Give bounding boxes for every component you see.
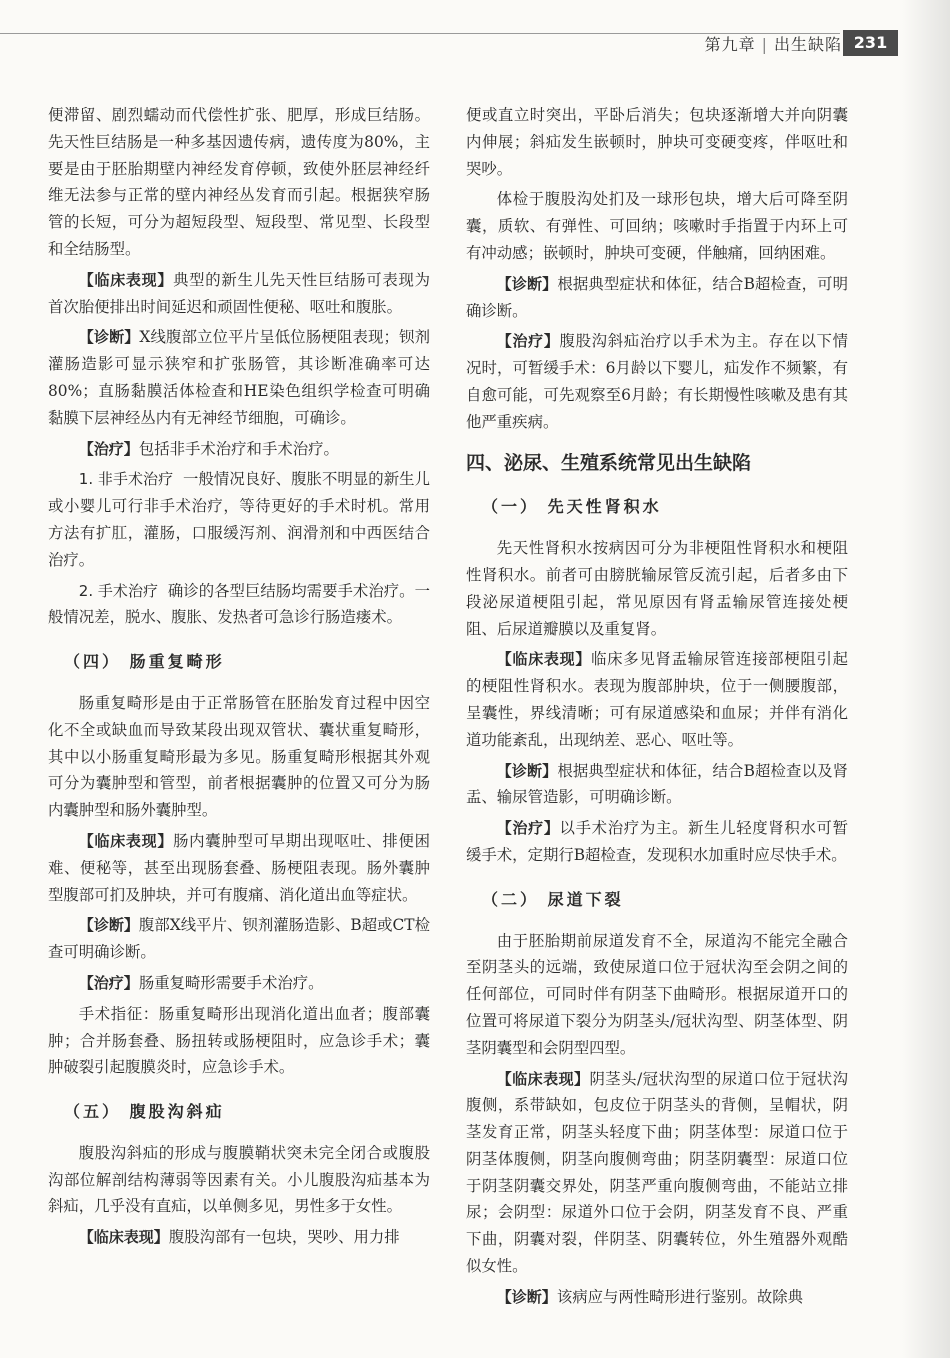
paragraph: 由于胚胎期前尿道发育不全，尿道沟不能完全融合至阴茎头的远端，致使尿道口位于冠状沟至会阴之间的任何部位，可同时伴有阴茎下曲畸形。根据尿道开口的位置可将尿道下裂分为阴茎头/冠状沟型、阴茎体型、阴茎阴囊型和会阴型四型。 (466, 931, 848, 1057)
section-heading: （四） 肠重复畸形 (64, 652, 225, 672)
paragraph (466, 815, 848, 869)
header-separator: | (761, 35, 768, 54)
paragraph (466, 328, 848, 435)
subsection-label: 2. 手术治疗 (78, 581, 159, 600)
subsection-label: 1. 非手术治疗 (78, 470, 174, 489)
section-tag: 【诊断】 (78, 916, 139, 935)
section-tag: 【诊断】 (78, 328, 140, 347)
section-label: 出生缺陷 (773, 35, 842, 54)
paragraph (466, 646, 848, 753)
paragraph-text: 肠内囊肿型可早期出现呕吐、排便困难、便秘等，甚至出现肠套叠、肠梗阻表现。肠外囊肿型腹部可扪及肿块，并可有腹痛、消化道出血等症状。 (48, 831, 430, 904)
paragraph-text: 以手术治疗为主。新生儿轻度肾积水可暂缓手术，定期行B超检查，发现积水加重时应尽快手术。 (466, 819, 848, 864)
right-column (466, 102, 848, 1315)
paragraph (466, 271, 848, 325)
paragraph: 便或直立时突出，平卧后消失；包块逐渐增大并向阴囊内伸展；斜疝发生嵌顿时，肿块可变硬变疼，伴呕吐和哭吵。 (466, 106, 848, 178)
paragraph-text: 一般情况良好、腹胀不明显的新生儿或小婴儿可行非手术治疗，等待更好的手术时机。常用方法有扩肛，灌肠，口服缓泻剂、润滑剂和中西医结合治疗。 (48, 470, 430, 569)
section-tag: 【诊断】 (496, 761, 558, 780)
section-tag: 【临床表现】 (78, 831, 174, 850)
page-number: 231 (843, 30, 898, 56)
paragraph-text: 腹股沟部有一包块，哭吵、用力排 (168, 1228, 400, 1247)
paragraph (48, 466, 430, 573)
chapter-section-heading: 四、泌尿、生殖系统常见出生缺陷 (466, 451, 752, 474)
section-heading: （二） 尿道下裂 (482, 889, 624, 909)
paragraph: 腹股沟斜疝的形成与腹膜鞘状突未完全闭合或腹股沟部位解剖结构薄弱等因素有关。小儿腹股沟疝基本为斜疝，几乎没有直疝，以单侧多见，男性多于女性。 (48, 1143, 430, 1216)
page-header (0, 0, 950, 60)
paragraph-text: 根据典型症状和体征，结合B超检查，可明确诊断。 (466, 274, 848, 320)
paragraph-text: 阴茎头/冠状沟型的尿道口位于冠状沟腹侧，系带缺如，包皮位于阴茎头的背侧，呈帽状，阴茎发育正常，阴茎头轻度下曲；阴茎体型：尿道口位于阴茎体腹侧，阴茎向腹侧弯曲；阴茎阴囊型：尿道口位于阴茎阴囊交界处，阴茎严重向腹侧弯曲，不能站立排尿；会阴型：尿道外口位于会阴，阴茎发育不良、严重下曲，阴囊对裂，伴阴茎、阴囊转位，外生殖器外观酷似女性。 (466, 1069, 848, 1276)
section-heading: （五） 腹股沟斜疝 (64, 1102, 225, 1122)
paragraph: 先天性肾积水按病因可分为非梗阻性肾积水和梗阻性肾积水。前者可由膀胱输尿管反流引起，后者多由下段泌尿道梗阻引起，常见原因有肾盂输尿管连接处梗阻、后尿道瓣膜以及重复肾。 (466, 539, 848, 638)
paragraph (48, 970, 430, 997)
section-tag: 【治疗】 (78, 439, 139, 458)
paragraph-text: 腹股沟斜疝治疗以手术为主。存在以下情况时，可暂缓手术：6月龄以下婴儿，疝发作不频繁，有自愈可能，可先观察至6月龄；有长期慢性咳嗽及患有其他严重疾病。 (466, 332, 848, 431)
left-column (48, 102, 430, 1255)
section-tag: 【治疗】 (496, 819, 560, 838)
paragraph (466, 1066, 848, 1280)
paragraph-text: 腹部X线平片、钡剂灌肠造影、B超或CT检查可明确诊断。 (48, 916, 430, 962)
section-tag: 【临床表现】 (496, 1069, 590, 1088)
paragraph (48, 578, 430, 632)
paragraph (466, 1284, 848, 1311)
paragraph (466, 758, 848, 812)
paragraph-text: 确诊的各型巨结肠均需要手术治疗。一般情况差，脱水、腹胀、发热者可急诊行肠造瘘术。 (48, 581, 430, 627)
running-head (705, 32, 842, 55)
section-tag: 【临床表现】 (496, 650, 592, 669)
paragraph-text: 根据典型症状和体征，结合B超检查以及肾盂、输尿管造影，可明确诊断。 (466, 761, 848, 807)
section-tag: 【诊断】 (496, 1287, 557, 1306)
paragraph (48, 828, 430, 908)
paragraph-text: 临床多见肾盂输尿管连接部梗阻引起的梗阻性肾积水。表现为腹部肿块，位于一侧腰腹部，呈囊性，界线清晰；可有尿道感染和血尿；并伴有消化道功能紊乱，出现纳差、恶心、呕吐等。 (466, 650, 848, 749)
paragraph-text: 包括非手术治疗和手术治疗。 (138, 439, 339, 458)
paragraph-text: 典型的新生儿先天性巨结肠可表现为首次胎便排出时间延迟和顽固性便秘、呕吐和腹胀。 (48, 270, 430, 316)
section-heading: （一） 先天性肾积水 (482, 497, 662, 517)
paragraph (48, 324, 430, 431)
paragraph: 肠重复畸形是由于正常肠管在胚胎发育过程中因空化不全或缺血而导致某段出现双管状、囊状重复畸形，其中以小肠重复畸形最为多见。肠重复畸形根据其外观可分为囊肿型和管型，前者根据囊肿的位置又可分为肠内囊肿型和肠外囊肿型。 (48, 693, 430, 820)
paragraph (48, 912, 430, 966)
section-tag: 【诊断】 (496, 274, 558, 293)
paragraph (48, 1224, 430, 1251)
paragraph: 手术指征：肠重复畸形出现消化道出血者；腹部囊肿；合并肠套叠、肠扭转或肠梗阻时，应急诊手术；囊肿破裂引起腹膜炎时，应急诊手术。 (48, 1004, 430, 1077)
section-tag: 【临床表现】 (78, 1228, 169, 1247)
paragraph (48, 436, 430, 463)
paragraph: 便滞留、剧烈蠕动而代偿性扩张、肥厚，形成巨结肠。先天性巨结肠是一种多基因遗传病，遗传度为80%，主要是由于胚胎期壁内神经发育停顿，致使外胚层神经纤维无法参与正常的壁内神经丛发育而引起。根据狭窄肠管的长短，可分为超短段型、短段型、常见型、长段型和全结肠型。 (48, 106, 430, 258)
paragraph: 体检于腹股沟处扪及一球形包块，增大后可降至阴囊，质软、有弹性、可回纳；咳嗽时手指置于内环上可有冲动感；嵌顿时，肿块可变硬，伴触痛，回纳困难。 (466, 190, 848, 262)
paragraph-text: 肠重复畸形需要手术治疗。 (138, 973, 324, 992)
paragraph-text: 该病应与两性畸形进行鉴别。故除典 (556, 1287, 804, 1306)
section-tag: 【治疗】 (496, 332, 560, 351)
paragraph-text: X线腹部立位平片呈低位肠梗阻表现；钡剂灌肠造影可显示狭窄和扩张肠管，其诊断准确率可达80%；直肠黏膜活体检查和HE染色组织学检查可明确黏膜下层神经丛内有无神经节细胞，可确诊。 (48, 328, 430, 427)
section-tag: 【治疗】 (78, 973, 139, 992)
paragraph (48, 267, 430, 321)
chapter-label: 第九章 (704, 35, 756, 54)
section-tag: 【临床表现】 (78, 270, 174, 289)
page-edge-shadow (902, 0, 950, 1358)
